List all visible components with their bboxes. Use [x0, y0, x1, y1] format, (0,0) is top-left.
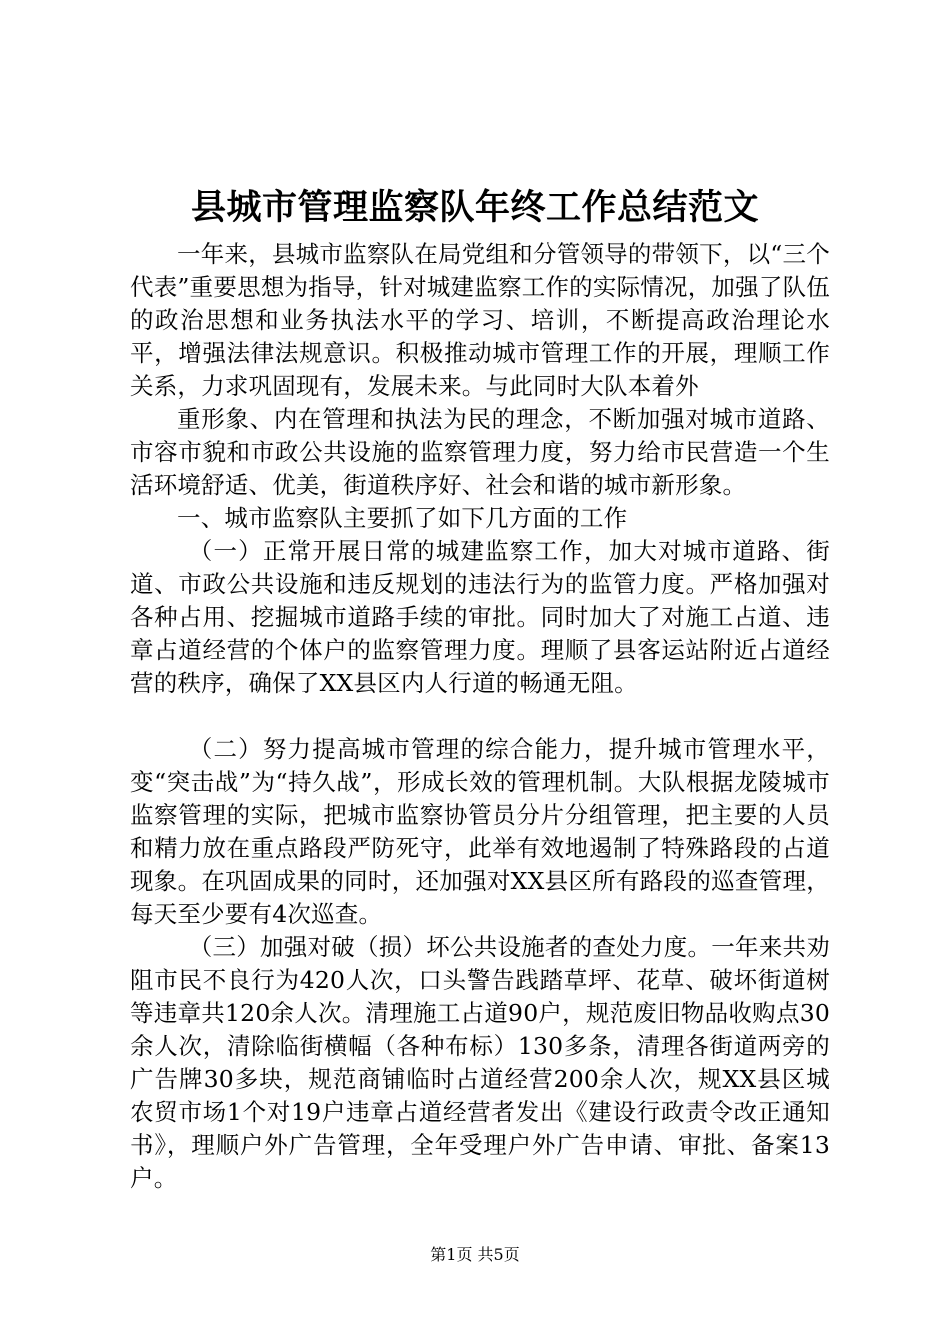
paragraph-intro: 一年来，县城市监察队在局党组和分管领导的带领下，以“三个代表”重要思想为指导，针对城建监察工作的实际情况，加强了队伍的政治思想和业务执法水平的学习、培训，不断提高政治理论水平，增强法律法规意识。积极推动城市管理工作的开展，理顺工作关系，力求巩固现有，发展未来。与此同时大队本着外 — [130, 240, 830, 400]
document-title: 县城市管理监察队年终工作总结范文 — [190, 187, 759, 228]
paragraph-item-3: （三）加强对破（损）坏公共设施者的查处力度。一年来共劝阻市民不良行为420人次，口头警告践踏草坪、花草、破坏街道树等违章共120余人次。清理施工占道90户，规范废旧物品收购点30余人次，清除临街横幅（各种布标）130多条，清理各街道两旁的广告牌30多块，规范商铺临时占道经营200余人次，规XX县区城农贸市场1个对19户违章占道经营者发出《建设行政责令改正通知书》，理顺户外广告管理，全年受理户外广告申请、审批、备案13户。 — [130, 933, 830, 1192]
page-number: 第1页 共5页 — [430, 1245, 520, 1264]
paragraph-intro-continued: 重形象、内在管理和执法为民的理念，不断加强对城市道路、市容市貌和市政公共设施的监察管理力度，努力给市民营造一个生活环境舒适、优美，街道秩序好、社会和谐的城市新形象。 — [130, 405, 830, 499]
paragraph-item-2: （二）努力提高城市管理的综合能力，提升城市管理水平，变“突击战”为“持久战”，形成长效的管理机制。大队根据龙陵城市监察管理的实际，把城市监察协管员分片分组管理，把主要的人员和精力放在重点路段严防死守，此举有效地遏制了特殊路段的占道现象。在巩固成果的同时，还加强对XX县区所有路段的巡查管理，每天至少要有4次巡查。 — [130, 735, 830, 928]
document-body — [130, 238, 830, 1195]
paragraph-item-1: （一）正常开展日常的城建监察工作，加大对城市道路、街道、市政公共设施和违反规划的违法行为的监管力度。严格加强对各种占用、挖掘城市道路手续的审批。同时加大了对施工占道、违章占道经营的个体户的监察管理力度。理顺了县客运站附近占道经营的秩序，确保了XX县区内人行道的畅通无阻。 — [130, 537, 830, 697]
section-heading-1: 一、城市监察队主要抓了如下几方面的工作 — [177, 504, 628, 532]
